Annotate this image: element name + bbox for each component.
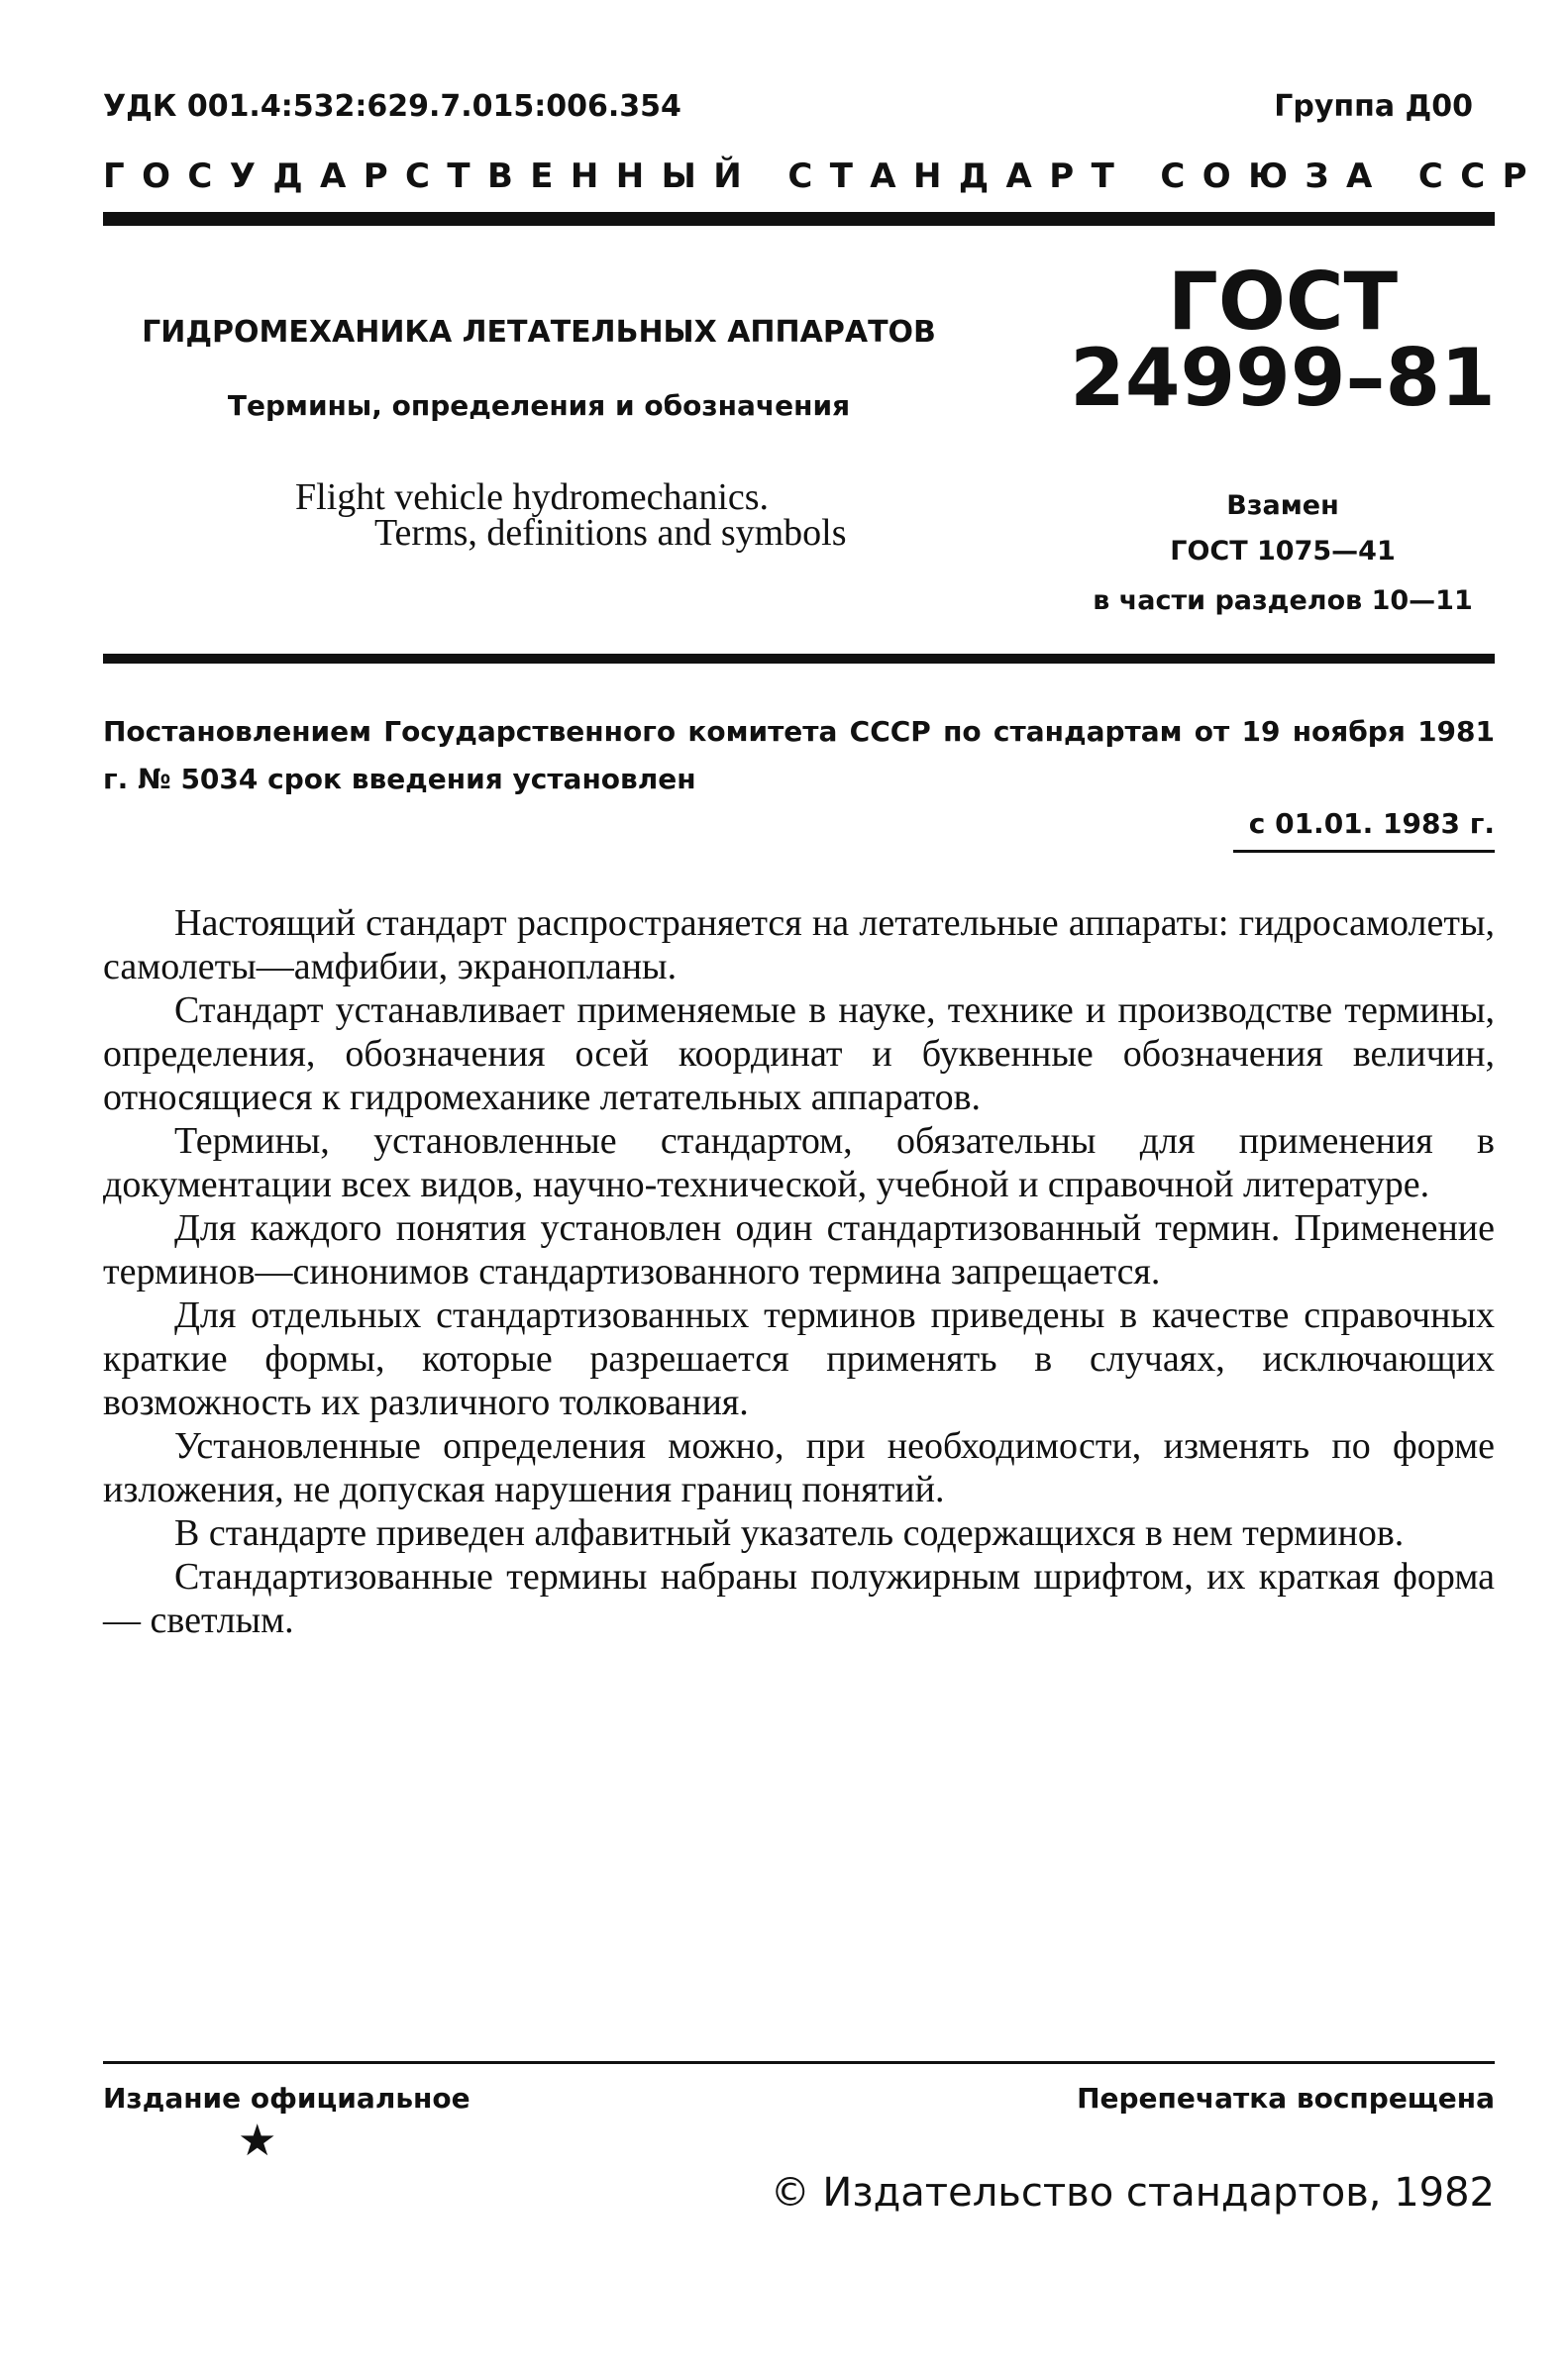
- udk-code: УДК 001.4:532:629.7.015:006.354: [103, 89, 681, 124]
- official-edition: Издание официальное: [103, 2082, 470, 2115]
- paragraph: В стандарте приведен алфавитный указатель содержащихся в нем терминов.: [174, 1512, 1405, 1554]
- replaced-sections: в части разделов 10—11: [1093, 585, 1473, 616]
- paragraph: Для отдельных стандартизованных терминов приведены в качестве справочных краткие формы, которые разрешается применять в случаях, исключающих возможность их различного толкования.: [103, 1294, 1495, 1423]
- decree-text: Постановлением Государственного комитета СССР по стандартам от 19 ноября 1981 г. № 5034 срок введения установлен: [103, 715, 1495, 795]
- state-standard-heading: ГОСУДАРСТВЕННЫЙ СТАНДАРТ СОЮЗА ССР: [103, 156, 1544, 196]
- paragraph: Настоящий стандарт распространяется на летательные аппараты: гидросамолеты, самолеты—амфибии, экранопланы.: [103, 902, 1495, 987]
- paragraph: Стандарт устанавливает применяемые в науке, технике и производстве термины, определения, обозначения осей координат и буквенные обозначения величин, относящиеся к гидромеханике летательных аппаратов.: [103, 989, 1495, 1118]
- english-title-line-1: Flight vehicle hydromechanics.: [295, 476, 770, 518]
- reprint-prohibited: Перепечатка воспрещена: [1077, 2082, 1495, 2115]
- gost-number: 24999–81: [1070, 332, 1496, 424]
- effective-date: с 01.01. 1983 г.: [1248, 807, 1495, 840]
- paragraph: Термины, установленные стандартом, обязательны для применения в документации всех видов, научно-технической, учебной и справочной литературе.: [103, 1120, 1495, 1205]
- paragraph: Установленные определения можно, при необходимости, изменять по форме изложения, не допуская нарушения границ понятий.: [103, 1425, 1495, 1510]
- group-code: Группа Д00: [1274, 89, 1473, 124]
- title-block-rule: [103, 654, 1495, 664]
- body-text: [103, 901, 1495, 1642]
- publisher-copyright: © Издательство стандартов, 1982: [770, 2170, 1495, 2216]
- gost-label: ГОСТ: [1167, 256, 1399, 348]
- english-title-line-2: Terms, definitions and symbols: [374, 512, 847, 554]
- replaced-standard: ГОСТ 1075—41: [1170, 536, 1396, 567]
- replaces-label: Взамен: [1226, 490, 1339, 521]
- document-title: ГИДРОМЕХАНИКА ЛЕТАТЕЛЬНЫХ АППАРАТОВ: [142, 315, 936, 350]
- footer-rule: [103, 2061, 1495, 2064]
- paragraph: Стандартизованные термины набраны полужирным шрифтом, их краткая форма — светлым.: [103, 1556, 1495, 1641]
- effective-date-underline: [1233, 850, 1495, 853]
- header-rule: [103, 212, 1495, 226]
- paragraph: Для каждого понятия установлен один стандартизованный термин. Применение терминов—синонимов стандартизованного термина запрещается.: [103, 1207, 1495, 1293]
- star-icon: ★: [238, 2116, 277, 2166]
- document-subtitle: Термины, определения и обозначения: [227, 389, 851, 422]
